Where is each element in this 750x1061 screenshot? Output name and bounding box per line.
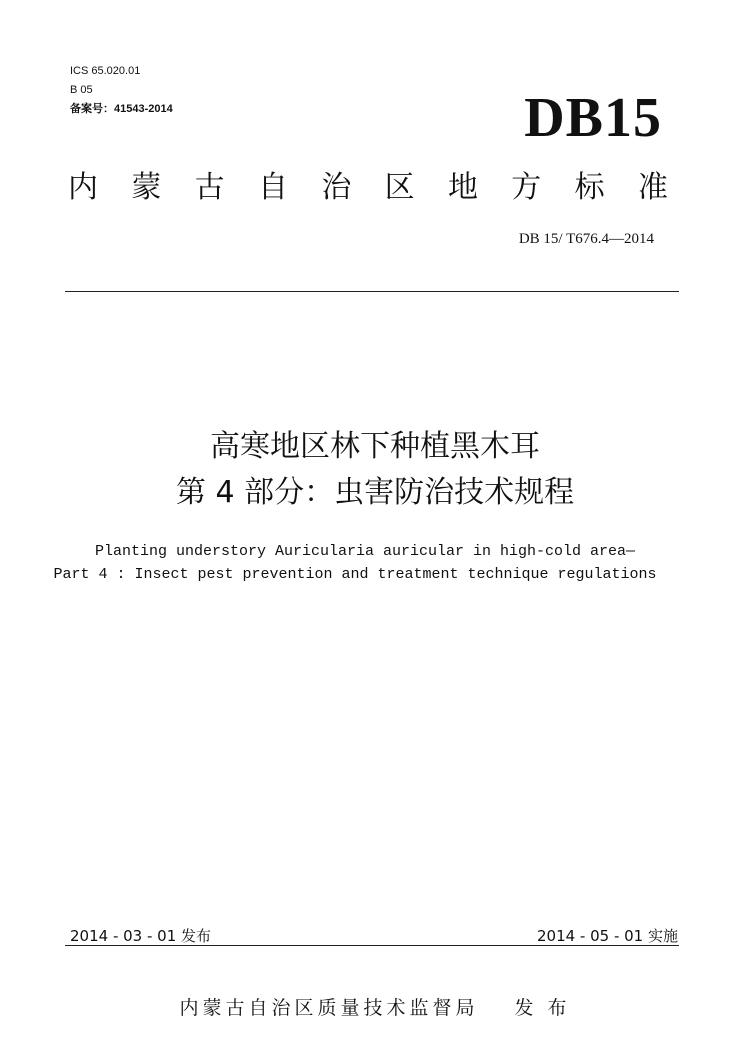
heading-char: 治 [321, 170, 352, 205]
heading-char: 标 [574, 170, 605, 205]
standard-number: DB 15/ T676.4—2014 [518, 231, 654, 247]
english-title [0, 540, 710, 586]
heading-char: 方 [511, 170, 542, 205]
issue-date: 2014 - 03 - 01 发布 [70, 927, 212, 945]
ccs-code: B 05 [70, 84, 93, 96]
english-title-line-1: Planting understory Auricularia auricular in high-cold area— [94, 543, 636, 560]
chinese-title [0, 424, 750, 516]
db15-logo: DB15 [524, 87, 662, 149]
standard-type-heading [68, 168, 668, 208]
chinese-title-line-1: 高寒地区林下种植黑木耳 [210, 429, 540, 464]
ics-code: ICS 65.020.01 [70, 65, 141, 77]
top-divider [65, 291, 679, 292]
heading-char: 内 [68, 170, 98, 205]
implementation-date: 2014 - 05 - 01 实施 [536, 927, 678, 945]
heading-char: 蒙 [131, 170, 162, 205]
heading-char: 准 [637, 170, 668, 205]
chinese-title-line-2: 第 4 部分：虫害防治技术规程 [175, 475, 575, 510]
heading-char: 区 [384, 170, 415, 205]
heading-char: 地 [447, 170, 478, 205]
record-number: 备案号：41543-2014 [70, 103, 173, 115]
publisher-line [0, 993, 750, 1020]
english-title-line-2: Part 4 : Insect pest prevention and treatment technique regulations [53, 566, 657, 583]
publish-label: 发 布 [514, 997, 571, 1019]
publisher-name: 内蒙古自治区质量技术监督局 [179, 997, 479, 1019]
heading-char: 自 [257, 170, 288, 205]
heading-char: 古 [194, 170, 225, 205]
bottom-divider [65, 945, 679, 946]
